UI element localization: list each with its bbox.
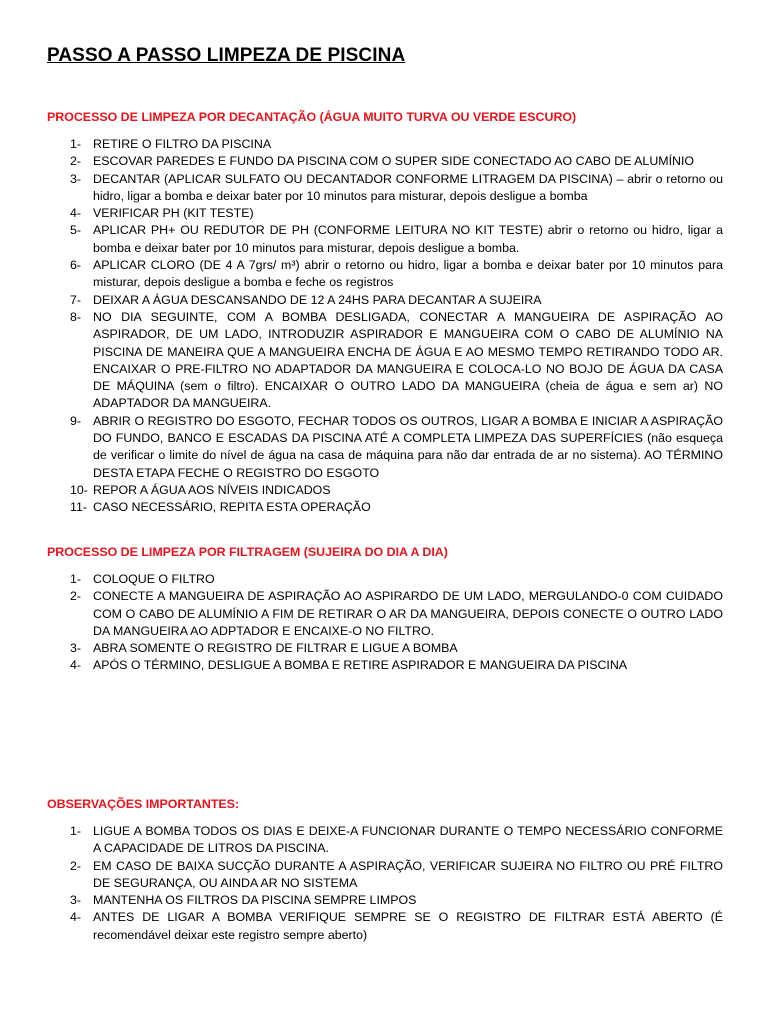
list-item: 2- ESCOVAR PAREDES E FUNDO DA PISCINA COM O SUPER SIDE CONECTADO AO CABO DE ALUMÍNIO <box>70 154 695 169</box>
list-item: 3- ABRA SOMENTE O REGISTRO DE FILTRAR E LIGUE A BOMBA <box>70 641 458 656</box>
list-item: 8- NO DIA SEGUINTE, COM A BOMBA DESLIGADA, CONECTAR A MANGUEIRA DE ASPIRAÇÃO AO ASPIRADOR, DE UM LADO, INTRODUZIR ASPIRADOR E MANGUEIRA COM O CABO DE ALUMÍNIO NA PISCINA DE MANEIRA QUE A MANGUEIRA ENCHA DE ÁGUA E AO MESMO TEMPO RETIRANDO TODO AR. ENCAIXAR O PRE-FILTRO NO ADAPTADOR DA MANGUEIRA E COLOCA-LO NO BOJO DE ÁGUA DA CASA DE MÁQUINA (sem o filtro). ENCAIXAR O OUTRO LADO DA MANGUEIRA (cheia de água e sem ar) NO ADAPTADOR DA MANGUEIRA. <box>70 309 723 411</box>
list-item: 4- ANTES DE LIGAR A BOMBA VERIFIQUE SEMPRE SE O REGISTRO DE FILTRAR ESTÁ ABERTO (É recomendável deixar este registro sempre aberto) <box>70 910 723 942</box>
page-title: PASSO A PASSO LIMPEZA DE PISCINA <box>47 45 406 66</box>
list-item: 5- APLICAR PH+ OU REDUTOR DE PH (CONFORME LEITURA NO KIT TESTE) abrir o retorno ou hidro, ligar a bomba e deixar bater por 10 minutos para misturar, depois desligue a bomba. <box>70 223 723 255</box>
section-heading-filtragem: PROCESSO DE LIMPEZA POR FILTRAGEM (SUJEIRA DO DIA A DIA) <box>47 545 448 559</box>
list-item: 9- ABRIR O REGISTRO DO ESGOTO, FECHAR TODOS OS OUTROS, LIGAR A BOMBA E INICIAR A ASPIRAÇÃO DO FUNDO, BANCO E ESCADAS DA PISCINA ATÉ A COMPLETA LIMPEZA DAS SUPERFÍCIES (não esqueça de verificar o limite do nível de água na casa de máquina para não dar entrada de ar no sistema). AO TÉRMINO DESTA ETAPA FECHE O REGISTRO DO ESGOTO <box>70 413 723 480</box>
list-item: 3- DECANTAR (APLICAR SULFATO OU DECANTADOR CONFORME LITRAGEM DA PISCINA) – abrir o retorno ou hidro, ligar a bomba e deixar bater por 10 minutos para misturar, depois desligue a bomba <box>70 171 723 203</box>
section-heading-decantacao: PROCESSO DE LIMPEZA POR DECANTAÇÃO (ÁGUA MUITO TURVA OU VERDE ESCURO) <box>47 110 577 124</box>
filtragem-steps-list <box>47 571 723 675</box>
list-item: 3- MANTENHA OS FILTROS DA PISCINA SEMPRE LIMPOS <box>70 893 417 908</box>
decantacao-steps-list <box>47 136 723 517</box>
list-item: 1- LIGUE A BOMBA TODOS OS DIAS E DEIXE-A FUNCIONAR DURANTE O TEMPO NECESSÁRIO CONFORME A CAPACIDADE DE LITROS DA PISCINA. <box>70 824 723 856</box>
list-item: 1- COLOQUE O FILTRO <box>70 572 215 586</box>
list-item: 2- EM CASO DE BAIXA SUCÇÃO DURANTE A ASPIRAÇÃO, VERIFICAR SUJEIRA NO FILTRO OU PRÉ FILTRO DE SEGURANÇA, OU AINDA AR NO SISTEMA <box>70 858 723 890</box>
list-item: 7- DEIXAR A ÁGUA DESCANSANDO DE 12 A 24HS PARA DECANTAR A SUJEIRA <box>70 292 542 307</box>
list-item: 11- CASO NECESSÁRIO, REPITA ESTA OPERAÇÃO <box>70 500 371 515</box>
list-item: 4- APÓS O TÉRMINO, DESLIGUE A BOMBA E RETIRE ASPIRADOR E MANGUEIRA DA PISCINA <box>70 658 628 673</box>
list-item: 1- RETIRE O FILTRO DA PISCINA <box>70 137 272 151</box>
observacoes-list <box>47 823 723 944</box>
list-item: 10- REPOR A ÁGUA AOS NÍVEIS INDICADOS <box>70 482 331 497</box>
list-item: 4- VERIFICAR PH (KIT TESTE) <box>70 206 254 221</box>
list-item: 2- CONECTE A MANGUEIRA DE ASPIRAÇÃO AO ASPIRARDO DE UM LADO, MERGULANDO-0 COM CUIDADO COM O CABO DE ALUMÍNIO A FIM DE RETIRAR O AR DA MANGUEIRA, DEPOIS CONECTE O OUTRO LADO DA MANGUEIRA AO ADPTADOR E ENCAIXE-O NO FILTRO. <box>70 589 723 638</box>
list-item: 6- APLICAR CLORO (DE 4 A 7grs/ m³) abrir o retorno ou hidro, ligar a bomba e deixar bater por 10 minutos para misturar, depois desligue a bomba e feche os registros <box>70 258 723 290</box>
section-heading-observacoes: OBSERVAÇÕES IMPORTANTES: <box>47 797 240 811</box>
